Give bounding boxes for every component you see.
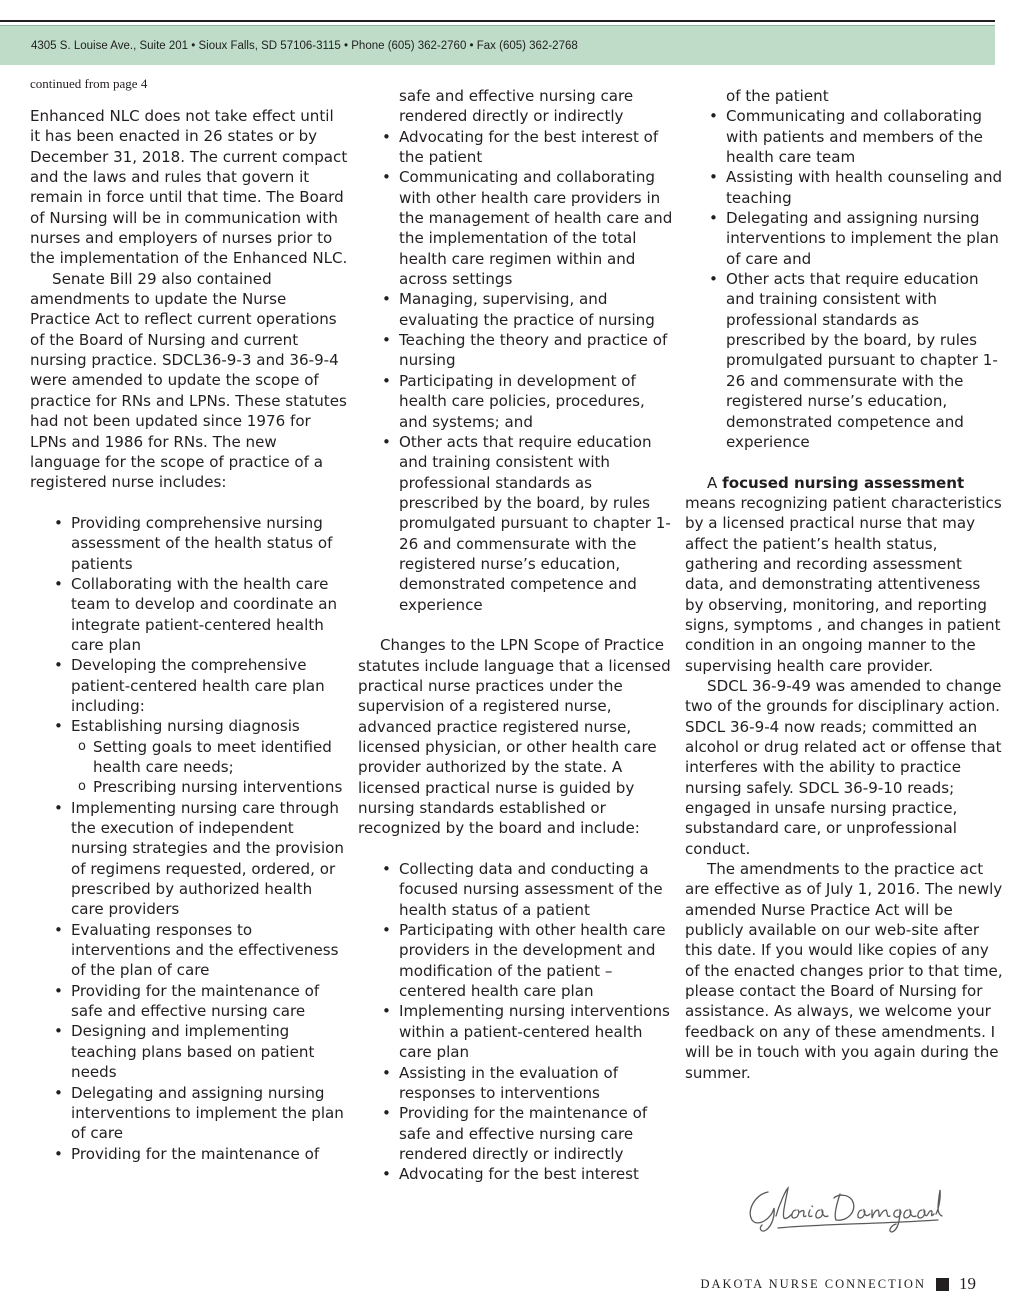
list-continuation: safe and effective nursing care rendered directly or indirectly — [399, 87, 634, 126]
list-item: • Providing for the maintenance of — [30, 1144, 348, 1164]
column-1 — [30, 106, 348, 1164]
paragraph: Enhanced NLC does not take effect until it has been enacted in 26 states or by December 31, 2018. The current compact and the laws and rules that govern it remain in force until that time. The Board of Nursing will be in communication with nurses and employers of nurses prior to the implementation of the Enhanced NLC. — [30, 107, 348, 268]
top-rule — [0, 20, 995, 22]
bold-term: focused nursing assessment — [722, 473, 965, 492]
list-item: • Collaborating with the health care team to develop and coordinate an integrate patient-centered health care plan — [30, 574, 348, 655]
definition-text: means recognizing patient characteristics by a licensed practical nurse that may affect the patient’s health status, gathering and recording assessment data, and demonstrating attentiveness by observing, monitoring, and reporting signs, symptoms , and changes in patient condition in an ongoing manner to the supervising health care provider. — [685, 493, 1002, 675]
list-item: • Communicating and collaborating with patients and members of the health care team — [685, 106, 1003, 167]
lpn-scope-list — [358, 859, 676, 1185]
list-item: • Other acts that require education and training consistent with professional standards as prescribed by the board, by rules promulgated pursuant to chapter 1-26 and commensurate with the registered nurse’s education, demonstrated competence and experience — [685, 269, 1003, 452]
header-address-bar — [0, 25, 995, 65]
list-item: • Collecting data and conducting a focused nursing assessment of the health status of a patient — [358, 859, 676, 920]
list-item: • Participating with other health care providers in the development and modification of the patient –centered health care plan — [358, 920, 676, 1001]
lead-word: A — [707, 473, 718, 492]
list-continuation: of the patient — [726, 87, 829, 105]
footer — [700, 1274, 976, 1294]
rn-scope-list — [30, 513, 348, 737]
lpn-scope-list-end — [685, 106, 1003, 452]
list-item: • Teaching the theory and practice of nursing — [358, 330, 676, 371]
rn-scope-list-end — [358, 127, 676, 615]
list-item: • Communicating and collaborating with other health care providers in the management of health care and the implementation of the total health care regimen within and across settings — [358, 167, 676, 289]
column-3 — [685, 86, 1003, 1083]
list-item: • Delegating and assigning nursing interventions to implement the plan of care — [30, 1083, 348, 1144]
list-item: • Establishing nursing diagnosis — [30, 716, 348, 736]
page-number: 19 — [959, 1274, 976, 1293]
rn-scope-list-continued — [30, 798, 348, 1164]
list-item: • Assisting in the evaluation of responses to interventions — [358, 1063, 676, 1104]
paragraph: Changes to the LPN Scope of Practice statutes include language that a licensed practical nurse practices under the supervision of a registered nurse, advanced practice registered nurse, licensed physician, or other health care provider authorized by the state. A licensed practical nurse is guided by nursing standards established or recognized by the board and include: — [358, 636, 671, 838]
list-item: • Evaluating responses to interventions and the effectiveness of the plan of care — [30, 920, 348, 981]
paragraph: Senate Bill 29 also contained amendments to update the Nurse Practice Act to reflect current operations of the Board of Nursing and current nursing practice. SDCL36-9-3 and 36-9-4 were amended to update the scope of practice for RNs and LPNs. These statutes had not been updated since 1976 for LPNs and 1986 for RNs. The new language for the scope of practice of a registered nurse includes: — [30, 269, 347, 492]
header-address: 4305 S. Louise Ave., Suite 201 • Sioux Falls, SD 57106-3115 • Phone (605) 362-2760 • Fax (605) 362-2768 — [31, 40, 578, 52]
list-item: • Designing and implementing teaching plans based on patient needs — [30, 1021, 348, 1082]
signature-image — [738, 1180, 943, 1235]
list-item: • Other acts that require education and training consistent with professional standards as prescribed by the board, by rules promulgated pursuant to chapter 1-26 and commensurate with the registered nurse’s education, demonstrated competence and experience — [358, 432, 676, 615]
column-2 — [358, 86, 676, 1185]
sub-list-item: o Prescribing nursing interventions — [30, 777, 348, 797]
publication-name: DAKOTA NURSE CONNECTION — [700, 1276, 926, 1291]
list-item: • Participating in development of health care policies, procedures, and systems; and — [358, 371, 676, 432]
list-item: • Providing for the maintenance of safe and effective nursing care rendered directly or indirectly — [358, 1103, 676, 1164]
list-item: • Developing the comprehensive patient-centered health care plan including: — [30, 655, 348, 716]
list-item: • Assisting with health counseling and teaching — [685, 167, 1003, 208]
list-item: • Advocating for the best interest of the patient — [358, 127, 676, 168]
sub-list-item: o Setting goals to meet identified health care needs; — [30, 737, 348, 778]
list-item: • Delegating and assigning nursing interventions to implement the plan of care and — [685, 208, 1003, 269]
list-item: • Implementing nursing interventions within a patient-centered health care plan — [358, 1001, 676, 1062]
continued-note: continued from page 4 — [30, 76, 148, 91]
list-item: • Managing, supervising, and evaluating the practice of nursing — [358, 289, 676, 330]
square-icon — [936, 1278, 949, 1291]
list-item: • Advocating for the best interest — [358, 1164, 676, 1184]
list-item: • Implementing nursing care through the execution of independent nursing strategies and the provision of regimens requested, ordered, or prescribed by authorized health care providers — [30, 798, 348, 920]
list-item: • Providing for the maintenance of safe and effective nursing care — [30, 981, 348, 1022]
list-item: • Providing comprehensive nursing assessment of the health status of patients — [30, 513, 348, 574]
paragraph: SDCL 36-9-49 was amended to change two of the grounds for disciplinary action. SDCL 36-9-4 now reads; committed an alcohol or drug related act or offense that interferes with the ability to practice nursing safely. SDCL 36-9-10 reads; engaged in unsafe nursing practice, substandard care, or unprofessional conduct. — [685, 676, 1002, 858]
rn-scope-sublist — [30, 737, 348, 798]
definition-paragraph — [685, 473, 1003, 676]
paragraph: The amendments to the practice act are effective as of July 1, 2016. The newly amended Nurse Practice Act will be publicly available on our web-site after this date. If you would like copies of any of the enacted changes prior to that time, please contact the Board of Nursing for assistance. As always, we welcome your feedback on any of these amendments. I will be in touch with you again during the summer. — [685, 860, 1003, 1082]
